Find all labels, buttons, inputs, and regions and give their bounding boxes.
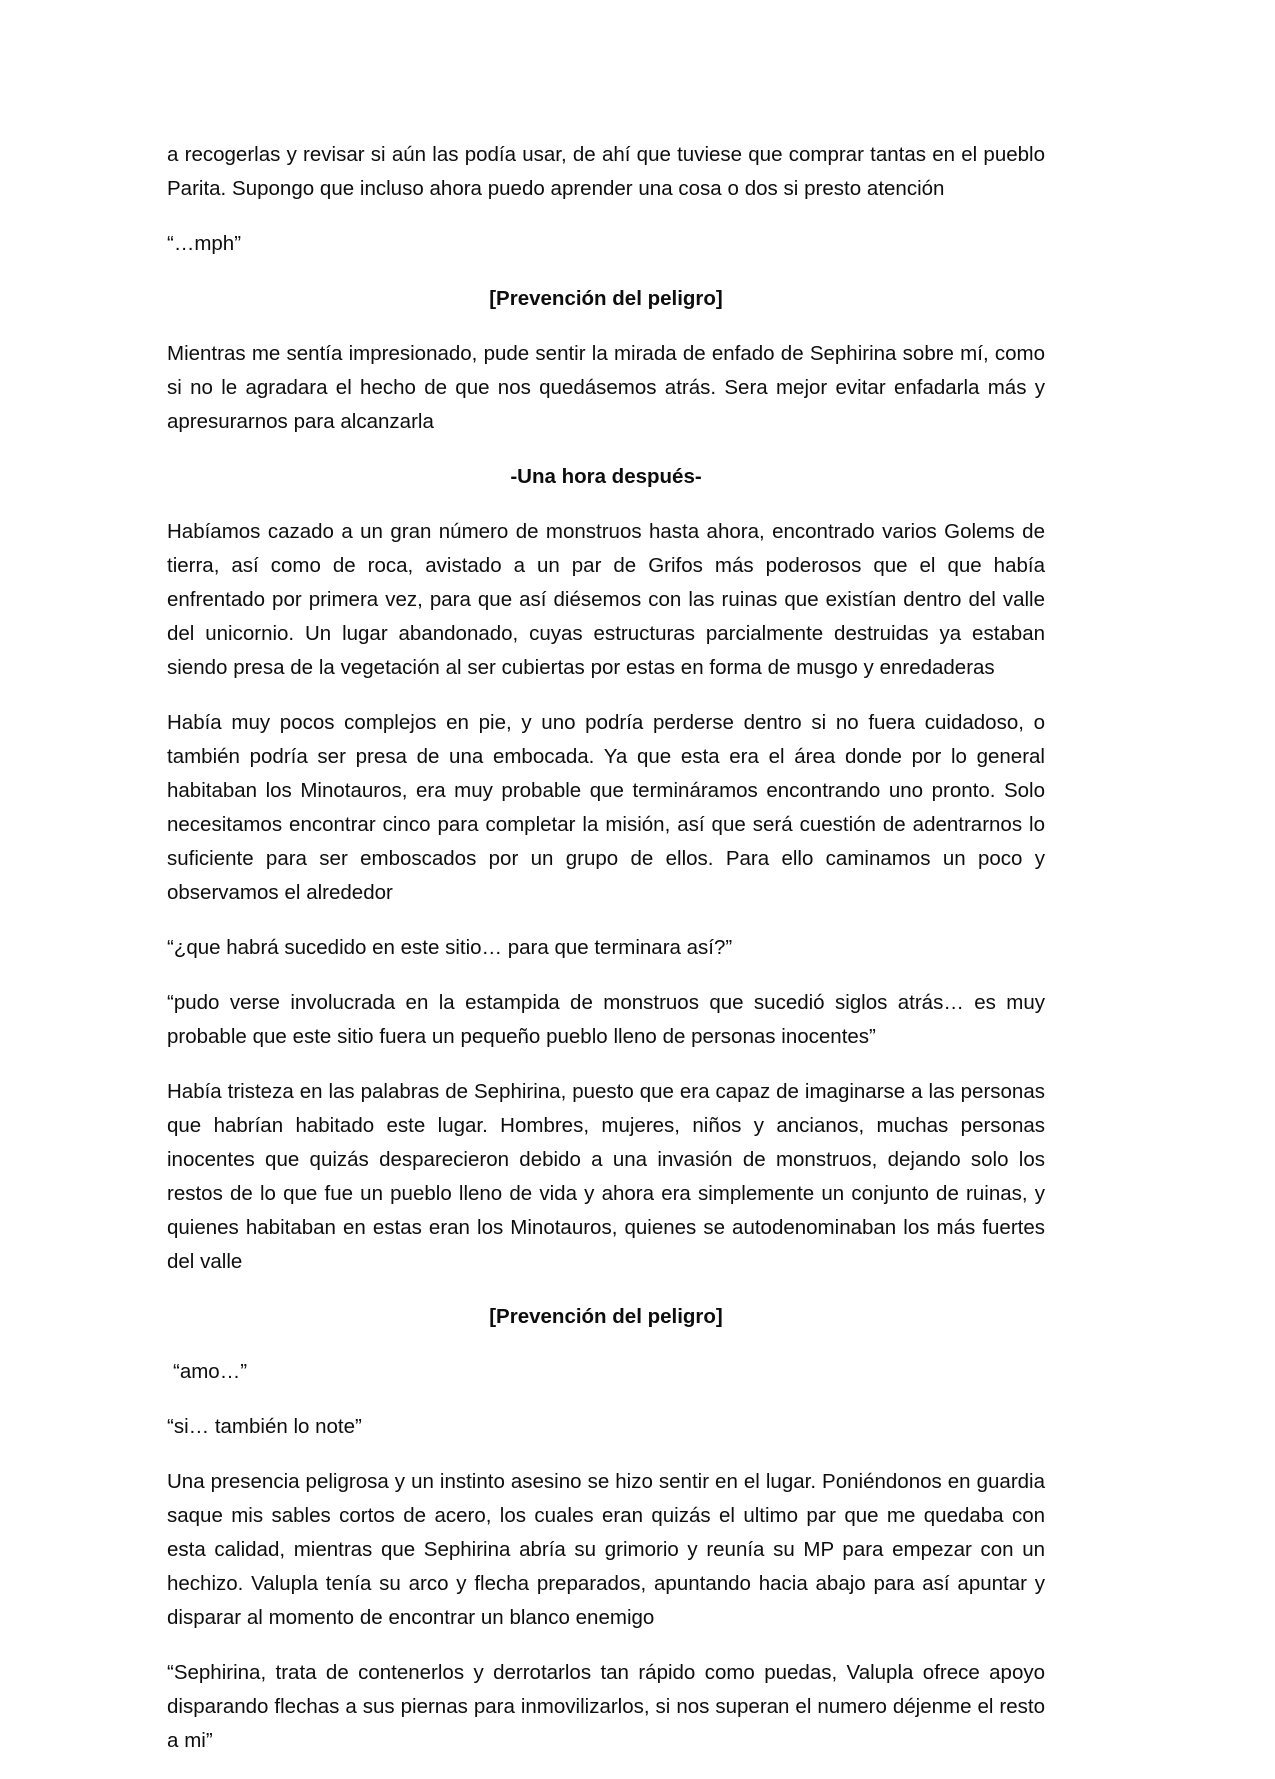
quote-mph: “…mph” [167, 232, 242, 255]
paragraph-habia-pocos-complejos: Había muy pocos complejos en pie, y uno podría perderse dentro si no fuera cuidadoso, o también podría ser presa de una embocada. Ya que esta era el área donde por lo general habitaban los Minotauros, era muy probable que termináramos encontrando uno pronto. Solo necesitamos encontrar cinco para completar la misión, así que será cuestión de adentrarnos lo suficiente para ser emboscados por un grupo de ellos. Para ello caminamos un poco y observamos el alrededor [167, 711, 1045, 904]
quote-que-habra-sucedido: “¿que habrá sucedido en este sitio… para que terminara así?” [167, 936, 733, 959]
paragraph-pudo-verse-involucrada: “pudo verse involucrada en la estampida de monstruos que sucedió siglos atrás… es muy probable que este sitio fuera un pequeño pueblo lleno de personas inocentes” [167, 991, 1045, 1048]
paragraph-habiamos-cazado: Habíamos cazado a un gran número de monstruos hasta ahora, encontrado varios Golems de tierra, así como de roca, avistado a un par de Grifos más poderosos que el que había enfrentado por primera vez, para que así diésemos con las ruinas que existían dentro del valle del unicornio. Un lugar abandonado, cuyas estructuras parcialmente destruidas ya estaban siendo presa de la vegetación al ser cubiertas por estas en forma de musgo y enredaderas [167, 520, 1045, 679]
heading-una-hora-despues: -Una hora después- [510, 465, 702, 488]
paragraph-recogerlas: a recogerlas y revisar si aún las podía usar, de ahí que tuviese que comprar tantas en el pueblo Parita. Supongo que incluso ahora puedo aprender una cosa o dos si presto atención [167, 143, 1045, 200]
paragraph-sephirina-trata-contenerlos: “Sephirina, trata de contenerlos y derrotarlos tan rápido como puedas, Valupla ofrece apoyo disparando flechas a sus piernas para inmovilizarlos, si nos superan el numero déjenme el resto a mi” [167, 1661, 1045, 1752]
paragraph-mientras-impresionado: Mientras me sentía impresionado, pude sentir la mirada de enfado de Sephirina sobre mí, como si no le agradara el hecho de que nos quedásemos atrás. Sera mejor evitar enfadarla más y apresurarnos para alcanzarla [167, 342, 1045, 433]
quote-amo: “amo…” [173, 1360, 248, 1383]
quote-si-tambien-lo-note: “si… también lo note” [167, 1415, 362, 1438]
heading-prevencion-peligro-2: [Prevención del peligro] [489, 1305, 723, 1328]
paragraph-una-presencia-peligrosa: Una presencia peligrosa y un instinto asesino se hizo sentir en el lugar. Poniéndonos en guardia saque mis sables cortos de acero, los cuales eran quizás el ultimo par que me quedaba con esta calidad, mientras que Sephirina abría su grimorio y reunía su MP para empezar con un hechizo. Valupla tenía su arco y flecha preparados, apuntando hacia abajo para así apuntar y disparar al momento de encontrar un blanco enemigo [167, 1470, 1045, 1629]
paragraph-habia-tristeza: Había tristeza en las palabras de Sephirina, puesto que era capaz de imaginarse a las personas que habrían habitado este lugar. Hombres, mujeres, niños y ancianos, muchas personas inocentes que quizás desparecieron debido a una invasión de monstruos, dejando solo los restos de lo que fue un pueblo lleno de vida y ahora era simplemente un conjunto de ruinas, y quienes habitaban en estas eran los Minotauros, quienes se autodenominaban los más fuertes del valle [167, 1080, 1045, 1273]
document-body [167, 138, 1045, 1779]
heading-prevencion-peligro-1: [Prevención del peligro] [489, 287, 723, 310]
